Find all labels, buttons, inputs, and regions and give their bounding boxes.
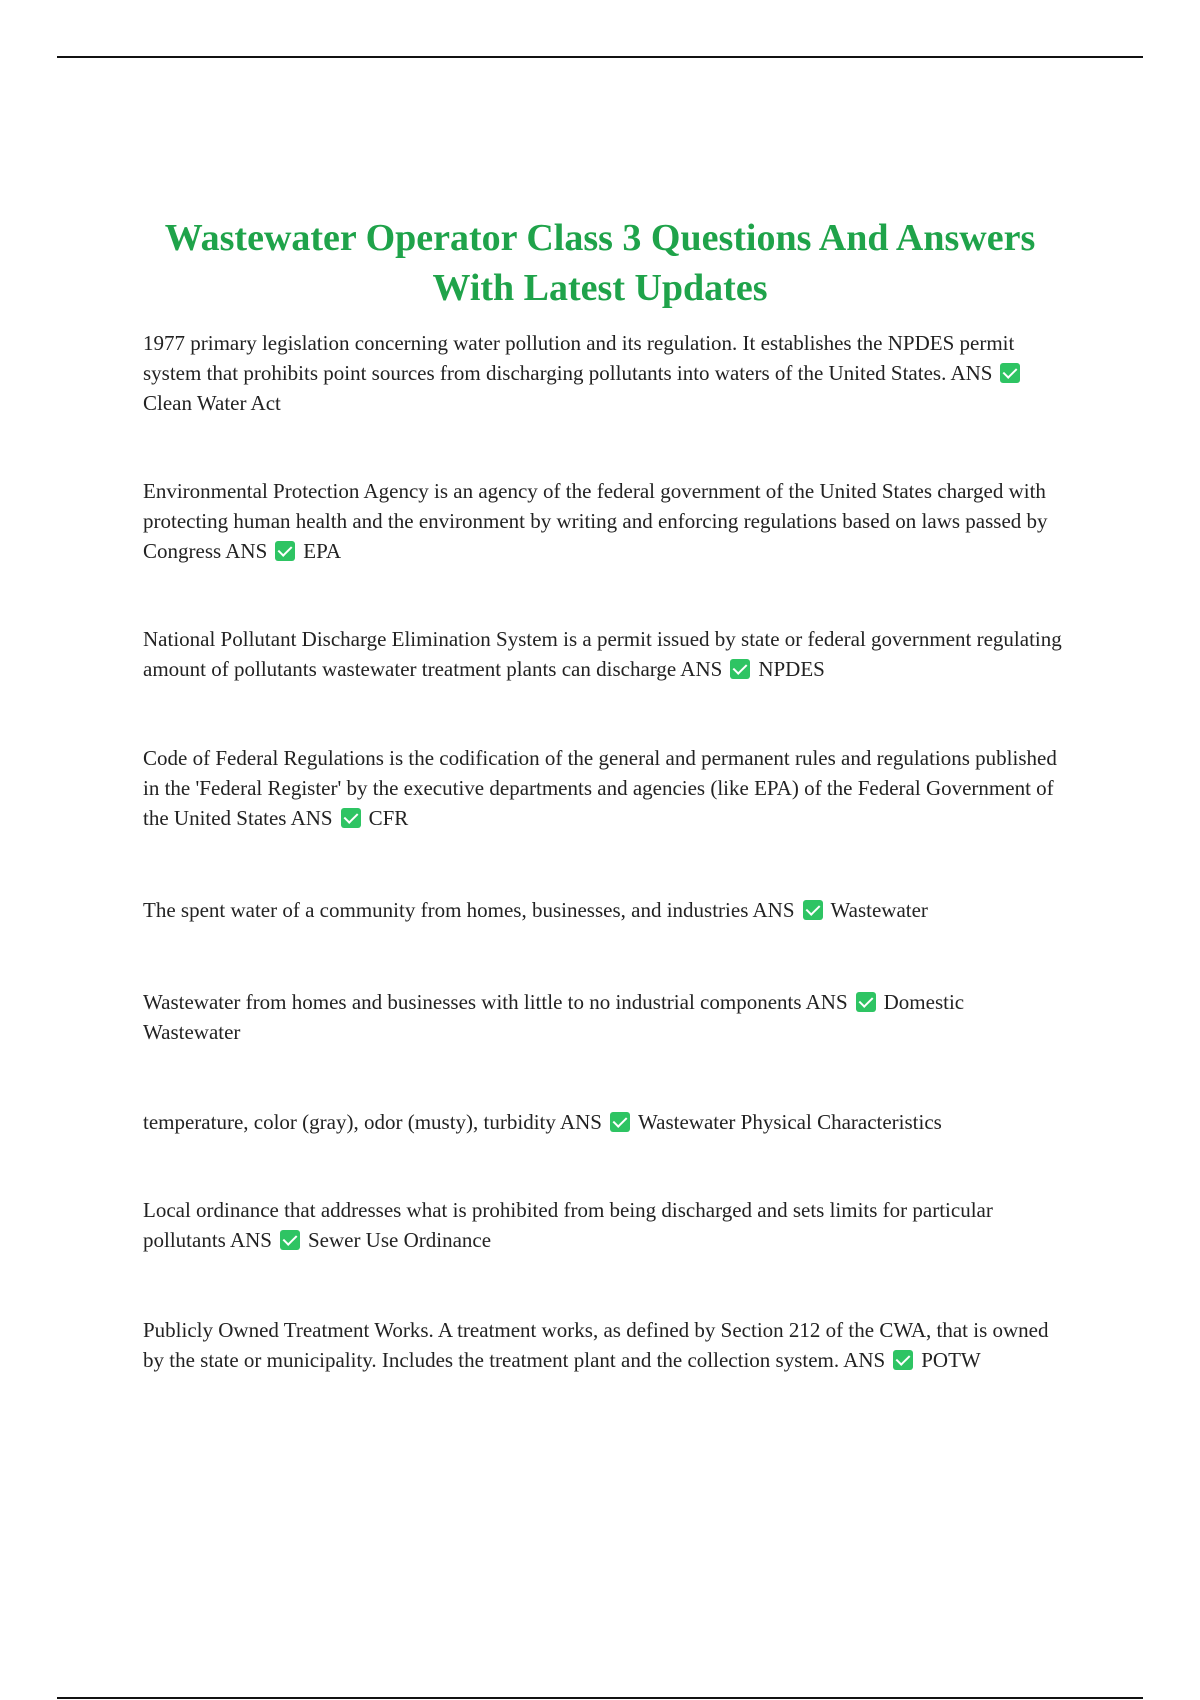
check-box-icon bbox=[803, 900, 823, 920]
qa-item bbox=[143, 476, 1063, 566]
qa-item bbox=[143, 1195, 1063, 1255]
check-box-icon bbox=[730, 659, 750, 679]
answer-text: POTW bbox=[921, 1348, 981, 1372]
question-text: Environmental Protection Agency is an agency of the federal government of the United States charged with protecting human health and the environment by writing and enforcing regulations based on laws passed by Congress bbox=[143, 479, 1048, 563]
ans-label: ANS bbox=[290, 806, 333, 830]
check-box-icon bbox=[856, 992, 876, 1012]
answer-text: Wastewater Physical Characteristics bbox=[637, 1110, 942, 1134]
qa-item bbox=[143, 987, 1063, 1047]
qa-item bbox=[143, 743, 1063, 833]
ans-label: ANS bbox=[680, 657, 723, 681]
ans-label: ANS bbox=[559, 1110, 602, 1134]
check-box-icon bbox=[893, 1350, 913, 1370]
check-box-icon bbox=[275, 541, 295, 561]
check-box-icon bbox=[1000, 363, 1020, 383]
question-text: Code of Federal Regulations is the codification of the general and permanent rules and regulations published in the 'Federal Register' by the executive departments and agencies (like EPA) of the Federal Government of the United States bbox=[143, 746, 1057, 830]
qa-item bbox=[143, 328, 1063, 418]
question-text: Publicly Owned Treatment Works. A treatment works, as defined by Section 212 of the CWA, that is owned by the state or municipality. Includes the treatment plant and the collection system. bbox=[143, 1318, 1049, 1372]
question-text: Local ordinance that addresses what is prohibited from being discharged and sets limits for particular pollutants bbox=[143, 1198, 993, 1252]
answer-text: Clean Water Act bbox=[143, 391, 281, 415]
qa-item bbox=[143, 895, 1063, 925]
answer-text: EPA bbox=[303, 539, 342, 563]
answer-text: Domestic Wastewater bbox=[143, 990, 965, 1044]
ans-label: ANS bbox=[752, 898, 795, 922]
qa-item bbox=[143, 1107, 1063, 1137]
question-text: The spent water of a community from homes, businesses, and industries bbox=[143, 898, 749, 922]
question-text: National Pollutant Discharge Elimination System is a permit issued by state or federal government regulating amount of pollutants wastewater treatment plants can discharge bbox=[143, 627, 1062, 681]
top-rule bbox=[57, 56, 1143, 58]
ans-label: ANS bbox=[229, 1228, 272, 1252]
ans-label: ANS bbox=[950, 361, 993, 385]
check-box-icon bbox=[610, 1112, 630, 1132]
question-text: Wastewater from homes and businesses with little to no industrial components bbox=[143, 990, 802, 1014]
answer-text: Wastewater bbox=[830, 898, 928, 922]
ans-label: ANS bbox=[225, 539, 268, 563]
qa-item bbox=[143, 624, 1063, 684]
answer-text: CFR bbox=[368, 806, 409, 830]
bottom-rule bbox=[57, 1697, 1143, 1699]
qa-item bbox=[143, 1315, 1063, 1375]
question-text: 1977 primary legislation concerning water pollution and its regulation. It establishes the NPDES permit system that prohibits point sources from discharging pollutants into waters of the United States. bbox=[143, 331, 1015, 385]
document-title: Wastewater Operator Class 3 Questions And Answers With Latest Updates bbox=[164, 217, 1036, 309]
check-box-icon bbox=[280, 1230, 300, 1250]
ans-label: ANS bbox=[843, 1348, 886, 1372]
question-text: temperature, color (gray), odor (musty), turbidity bbox=[143, 1110, 556, 1134]
answer-text: Sewer Use Ordinance bbox=[307, 1228, 492, 1252]
ans-label: ANS bbox=[805, 990, 848, 1014]
check-box-icon bbox=[341, 808, 361, 828]
answer-text: NPDES bbox=[758, 657, 825, 681]
